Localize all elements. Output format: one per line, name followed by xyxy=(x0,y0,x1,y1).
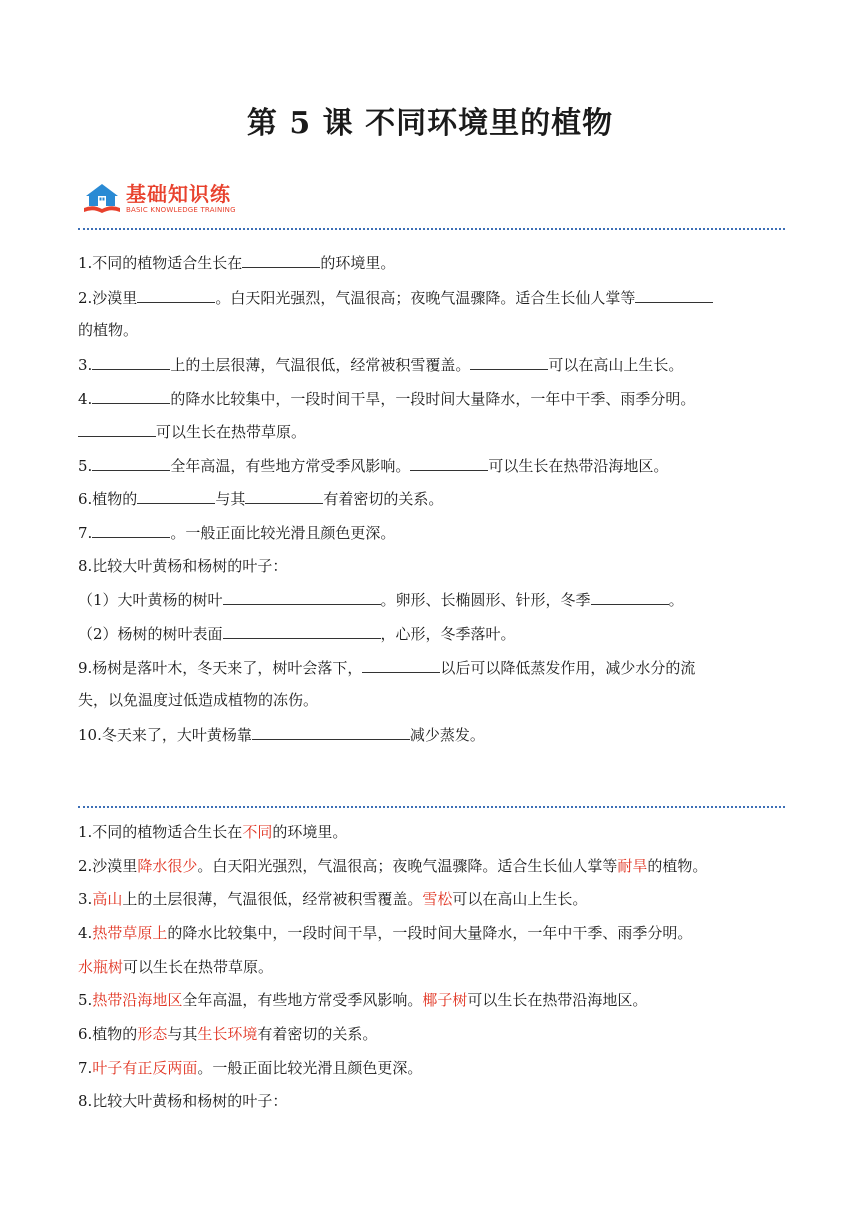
answer-3: 3.高山上的土层很薄，气温很低，经常被积雪覆盖。雪松可以在高山上生长。 xyxy=(78,890,588,908)
blank xyxy=(92,455,170,471)
section-divider xyxy=(78,228,785,230)
house-book-icon xyxy=(82,182,122,216)
question-4-cont: 可以生长在热带草原。 xyxy=(78,421,788,442)
blank xyxy=(137,287,215,303)
answer-4: 4.热带草原上的降水比较集中，一段时间干旱，一段时间大量降水，一年中干季、雨季分明。 xyxy=(78,924,693,942)
blank xyxy=(92,388,170,404)
question-3: 3. 上的土层很薄，气温很低，经常被积雪覆盖。 可以在高山上生长。 xyxy=(78,356,684,374)
answer-text: 叶子有正反两面 xyxy=(92,1059,198,1077)
question-1: 1.不同的植物适合生长在 的环境里。 xyxy=(78,254,396,272)
answer-8: 8.比较大叶黄杨和杨树的叶子： xyxy=(78,1092,288,1110)
answer-text: 形态 xyxy=(137,1025,168,1043)
question-9: 9.杨树是落叶木，冬天来了，树叶会落下， 以后可以降低蒸发作用，减少水分的流 xyxy=(78,659,696,677)
answer-text: 热带草原上 xyxy=(92,924,168,942)
question-5: 5. 全年高温，有些地方常受季风影响。 可以生长在热带沿海地区。 xyxy=(78,457,669,475)
answer-text: 椰子树 xyxy=(422,991,468,1009)
blank xyxy=(137,488,215,504)
answer-2: 2.沙漠里降水很少。白天阳光强烈，气温很高；夜晚气温骤降。适合生长仙人掌等耐旱的植物。 xyxy=(78,857,708,875)
answer-text: 降水很少 xyxy=(137,857,198,875)
question-8-1: （1）大叶黄杨的树叶 。卵形、长椭圆形、针形，冬季 。 xyxy=(78,591,684,609)
logo-title: 基础知识练 xyxy=(126,182,231,206)
section-logo xyxy=(82,182,252,218)
question-8: 8.比较大叶黄杨和杨树的叶子： xyxy=(78,557,288,575)
question-6: 6.植物的 与其 有着密切的关系。 xyxy=(78,490,444,508)
answer-divider xyxy=(78,806,785,808)
answer-4-cont: 水瓶树可以生长在热带草原。 xyxy=(78,958,274,976)
question-2-cont: 的植物。 xyxy=(78,321,139,339)
answer-text: 不同 xyxy=(242,823,273,841)
blank xyxy=(245,488,323,504)
blank xyxy=(252,724,410,740)
answer-6: 6.植物的形态与其生长环境有着密切的关系。 xyxy=(78,1025,378,1043)
question-2: 2.沙漠里 。白天阳光强烈，气温很高；夜晚气温骤降。适合生长仙人掌等 xyxy=(78,287,788,308)
question-4: 4. 的降水比较集中，一段时间干旱，一段时间大量降水，一年中干季、雨季分明。 xyxy=(78,390,696,408)
blank xyxy=(362,657,440,673)
blank xyxy=(242,252,320,268)
blank xyxy=(410,455,488,471)
blank xyxy=(92,354,170,370)
blank xyxy=(223,589,381,605)
question-9-cont: 失，以免温度过低造成植物的冻伤。 xyxy=(78,691,319,709)
question-7: 7. 。一般正面比较光滑且颜色更深。 xyxy=(78,524,396,542)
answer-text: 水瓶树 xyxy=(78,958,124,976)
question-10: 10.冬天来了，大叶黄杨靠 减少蒸发。 xyxy=(78,726,485,744)
answer-text: 生长环境 xyxy=(197,1025,258,1043)
logo-subtitle: BASIC KNOWLEDGE TRAINING xyxy=(126,206,236,214)
blank xyxy=(635,287,713,303)
answer-text: 雪松 xyxy=(422,890,453,908)
blank xyxy=(92,522,170,538)
blank xyxy=(591,589,669,605)
blank xyxy=(78,421,156,437)
answer-text: 耐旱 xyxy=(617,857,648,875)
blank xyxy=(470,354,548,370)
page-title: 第 5 课 不同环境里的植物 xyxy=(246,106,614,141)
question-8-2: （2）杨树的树叶表面 ，心形，冬季落叶。 xyxy=(78,625,516,643)
answer-7: 7.叶子有正反两面。一般正面比较光滑且颜色更深。 xyxy=(78,1059,423,1077)
answer-text: 热带沿海地区 xyxy=(92,991,183,1009)
answer-text: 高山 xyxy=(92,890,123,908)
answer-1: 1.不同的植物适合生长在不同的环境里。 xyxy=(78,823,348,841)
answer-5: 5.热带沿海地区全年高温，有些地方常受季风影响。椰子树可以生长在热带沿海地区。 xyxy=(78,991,648,1009)
blank xyxy=(223,623,381,639)
